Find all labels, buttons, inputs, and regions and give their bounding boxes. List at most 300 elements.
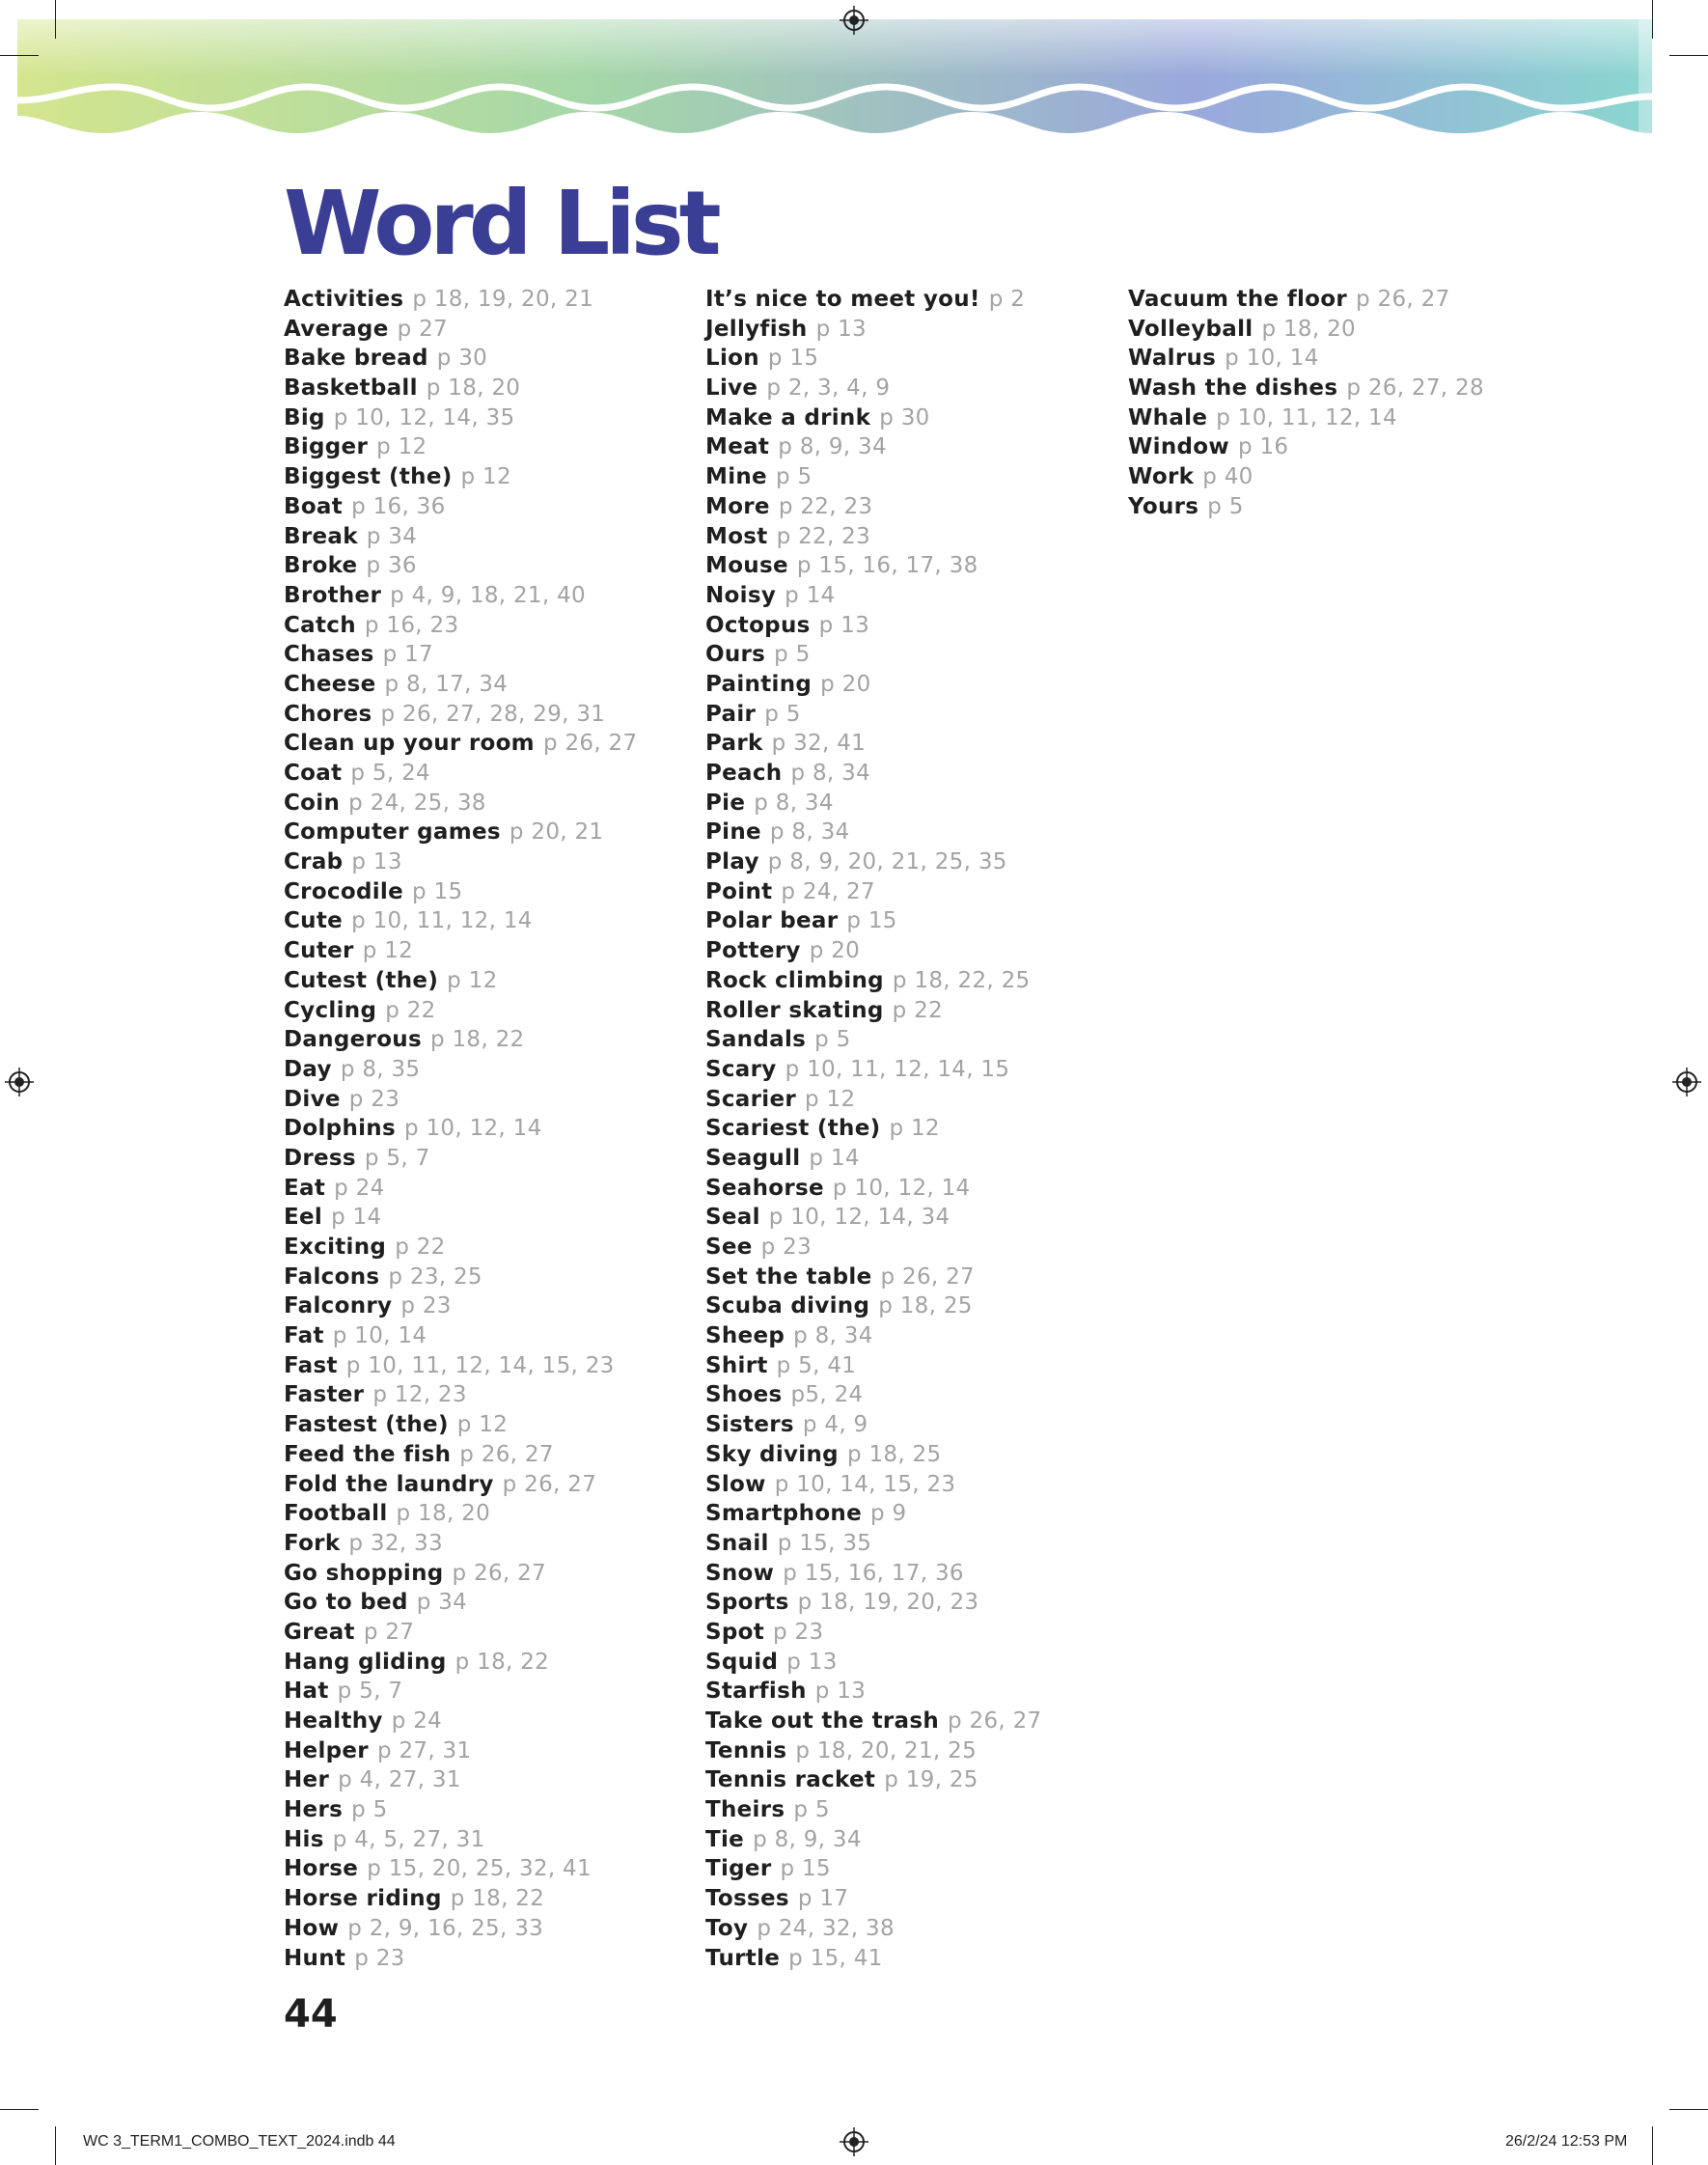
word-list-column-1 xyxy=(284,285,699,1973)
entry-pages: p 40 xyxy=(1202,464,1253,490)
word-entry xyxy=(284,729,699,759)
word-entry xyxy=(284,1203,699,1233)
entry-word: It’s nice to meet you! xyxy=(705,287,980,312)
entry-pages: p 30 xyxy=(436,346,488,372)
word-entry xyxy=(284,1470,699,1500)
word-entry xyxy=(284,611,699,641)
word-entry xyxy=(705,1854,1120,1884)
word-entry xyxy=(705,996,1120,1026)
crop-mark xyxy=(0,55,39,56)
entry-pages: p 8, 9, 20, 21, 25, 35 xyxy=(767,849,1007,875)
entry-word: Whale xyxy=(1128,404,1208,430)
page-title: Word List xyxy=(284,172,717,275)
entry-word: Ours xyxy=(705,642,766,668)
entry-pages: p 26, 27 xyxy=(502,1471,597,1497)
word-entry xyxy=(705,1707,1120,1736)
entry-pages: p 13 xyxy=(818,612,870,638)
word-entry xyxy=(705,611,1120,641)
entry-word: Scary xyxy=(705,1056,777,1082)
entry-pages: p 4, 9 xyxy=(802,1412,868,1438)
word-entry xyxy=(284,759,699,789)
word-entry xyxy=(284,1351,699,1381)
entry-word: Feed the fish xyxy=(284,1441,452,1467)
word-entry xyxy=(705,522,1120,552)
entry-word: Chores xyxy=(284,701,372,727)
entry-word: Take out the trash xyxy=(705,1708,940,1734)
entry-word: Go to bed xyxy=(284,1590,408,1616)
word-entry xyxy=(705,1648,1120,1678)
entry-pages: p 12 xyxy=(376,434,427,460)
entry-pages: p 24 xyxy=(334,1175,385,1201)
word-entry xyxy=(705,759,1120,789)
entry-word: Pie xyxy=(705,790,746,816)
entry-word: Mine xyxy=(705,464,767,490)
word-entry xyxy=(705,818,1120,847)
entry-pages: p 14 xyxy=(785,582,836,608)
word-entry xyxy=(1128,432,1543,462)
entry-word: Octopus xyxy=(705,612,811,638)
word-entry xyxy=(705,492,1120,522)
entry-pages: p 14 xyxy=(331,1205,382,1231)
entry-word: Dive xyxy=(284,1086,341,1112)
registration-mark-icon xyxy=(1672,1068,1701,1096)
word-entry xyxy=(705,1114,1120,1144)
entry-pages: p 8, 17, 34 xyxy=(384,671,509,697)
registration-mark-icon xyxy=(840,2127,868,2156)
entry-word: Tiger xyxy=(705,1856,772,1882)
entry-pages: p 24 xyxy=(391,1708,443,1734)
entry-pages: p 34 xyxy=(366,523,418,549)
entry-pages: p 27 xyxy=(397,316,448,342)
entry-word: Vacuum the floor xyxy=(1128,287,1348,312)
entry-pages: p 20 xyxy=(809,938,861,964)
entry-pages: p 4, 5, 27, 31 xyxy=(332,1826,485,1852)
entry-pages: p 26, 27 xyxy=(459,1441,554,1467)
entry-word: Yours xyxy=(1128,493,1199,519)
registration-mark-icon xyxy=(5,1068,34,1096)
crop-mark xyxy=(1669,55,1708,56)
entry-word: Make a drink xyxy=(705,404,871,430)
entry-pages: p 5 xyxy=(764,701,801,727)
entry-word: Noisy xyxy=(705,582,777,608)
word-entry xyxy=(705,1351,1120,1381)
entry-word: Sky diving xyxy=(705,1441,839,1467)
entry-word: Rock climbing xyxy=(705,967,884,993)
entry-word: Fork xyxy=(284,1530,341,1556)
entry-pages: p 22 xyxy=(395,1235,446,1260)
entry-pages: p 19, 25 xyxy=(884,1767,978,1793)
entry-pages: p 20, 21 xyxy=(509,819,604,846)
entry-word: Dress xyxy=(284,1145,356,1171)
word-entry xyxy=(284,1736,699,1766)
word-entry xyxy=(705,936,1120,966)
entry-word: Crab xyxy=(284,849,344,875)
crop-mark xyxy=(0,2109,39,2110)
entry-pages: p 10, 14, 15, 23 xyxy=(774,1471,956,1497)
entry-word: Squid xyxy=(705,1649,779,1675)
entry-word: Catch xyxy=(284,612,356,638)
entry-word: Theirs xyxy=(705,1797,785,1823)
word-entry xyxy=(705,789,1120,819)
entry-pages: p 4, 27, 31 xyxy=(338,1767,461,1793)
entry-word: Snow xyxy=(705,1560,775,1586)
word-entry xyxy=(1128,315,1543,345)
entry-word: Tie xyxy=(705,1826,745,1852)
word-entry xyxy=(284,1174,699,1204)
entry-pages: p 18, 20 xyxy=(426,375,521,402)
entry-pages: p 10, 11, 12, 14, 15 xyxy=(785,1056,1010,1082)
entry-word: Crocodile xyxy=(284,878,403,904)
word-entry xyxy=(705,374,1120,403)
word-entry xyxy=(705,1499,1120,1529)
word-entry xyxy=(705,1618,1120,1648)
entry-word: Hang gliding xyxy=(284,1649,447,1675)
print-slug-file: WC 3_TERM1_COMBO_TEXT_2024.indb 44 xyxy=(83,2133,396,2150)
entry-pages: p 12 xyxy=(362,938,414,964)
word-entry xyxy=(705,315,1120,345)
entry-word: Wash the dishes xyxy=(1128,375,1338,402)
word-entry xyxy=(284,344,699,374)
entry-pages: p 26, 27 xyxy=(880,1263,975,1290)
word-entry xyxy=(284,315,699,345)
entry-word: Pair xyxy=(705,701,757,727)
word-entry xyxy=(705,1529,1120,1559)
word-entry xyxy=(284,1025,699,1055)
entry-word: Computer games xyxy=(284,819,501,846)
entry-pages: p 26, 27 xyxy=(542,731,638,757)
entry-word: Tennis racket xyxy=(705,1767,876,1793)
entry-word: Great xyxy=(284,1619,355,1645)
word-entry xyxy=(705,285,1120,315)
entry-pages: p 22 xyxy=(385,997,436,1023)
entry-pages: p 8, 34 xyxy=(769,819,850,846)
entry-word: Work xyxy=(1128,464,1195,490)
entry-word: Mouse xyxy=(705,553,788,579)
entry-pages: p 14 xyxy=(809,1145,860,1171)
entry-word: Fat xyxy=(284,1323,324,1349)
entry-pages: p 10, 11, 12, 14 xyxy=(1216,404,1397,430)
word-entry xyxy=(705,1174,1120,1204)
word-entry xyxy=(284,1263,699,1292)
entry-word: Most xyxy=(705,523,768,549)
word-entry xyxy=(284,1559,699,1589)
entry-word: Her xyxy=(284,1767,330,1793)
entry-pages: p 18, 22 xyxy=(429,1027,525,1053)
word-entry xyxy=(705,1144,1120,1174)
entry-pages: p 13 xyxy=(814,1679,867,1705)
entry-word: Dangerous xyxy=(284,1027,422,1053)
entry-word: Seagull xyxy=(705,1145,801,1171)
word-entry xyxy=(284,403,699,433)
entry-word: Painting xyxy=(705,671,813,697)
word-entry xyxy=(284,1914,699,1944)
entry-pages: p 24, 27 xyxy=(781,878,875,904)
word-entry xyxy=(284,847,699,877)
entry-pages: p 10, 12, 14, 34 xyxy=(768,1205,950,1231)
crop-mark xyxy=(1652,0,1653,39)
entry-pages: p 10, 11, 12, 14, 15, 23 xyxy=(345,1352,615,1378)
word-list-column-3 xyxy=(1128,285,1543,522)
word-entry xyxy=(705,1233,1120,1263)
word-entry xyxy=(284,1795,699,1825)
entry-word: Lion xyxy=(705,346,759,372)
word-entry xyxy=(284,522,699,552)
word-entry xyxy=(284,551,699,581)
entry-pages: p 30 xyxy=(879,404,930,430)
entry-pages: p 12 xyxy=(447,967,498,993)
entry-word: See xyxy=(705,1235,753,1260)
entry-pages: p 16, 36 xyxy=(351,493,446,519)
entry-word: Starfish xyxy=(705,1679,807,1705)
entry-word: Seal xyxy=(705,1205,760,1231)
entry-word: Exciting xyxy=(284,1235,387,1260)
entry-pages: p 5 xyxy=(775,464,813,490)
word-entry xyxy=(284,640,699,670)
wavy-header-banner xyxy=(17,19,1652,145)
entry-pages: p 17 xyxy=(797,1886,849,1912)
word-entry xyxy=(284,818,699,847)
entry-word: Cycling xyxy=(284,997,377,1023)
entry-pages: p 5 xyxy=(793,1797,830,1823)
entry-word: Pottery xyxy=(705,938,801,964)
entry-pages: p 20 xyxy=(820,671,871,697)
word-entry xyxy=(284,789,699,819)
entry-pages: p 5 xyxy=(351,1797,388,1823)
entry-pages: p 5, 7 xyxy=(337,1679,403,1705)
entry-pages: p 2, 3, 4, 9 xyxy=(766,375,891,402)
entry-pages: p 16, 23 xyxy=(364,612,459,638)
entry-pages: p 5 xyxy=(774,642,811,668)
entry-pages: p 12, 23 xyxy=(372,1382,467,1408)
entry-word: Break xyxy=(284,523,358,549)
entry-pages: p 23 xyxy=(400,1293,452,1319)
entry-pages: p 5, 41 xyxy=(776,1352,857,1378)
word-entry xyxy=(284,1944,699,1974)
entry-pages: p 8, 34 xyxy=(790,761,871,786)
entry-pages: p 12 xyxy=(805,1086,856,1112)
word-entry xyxy=(284,1410,699,1440)
entry-word: Roller skating xyxy=(705,997,884,1023)
entry-word: Cute xyxy=(284,908,344,934)
word-entry xyxy=(284,1677,699,1707)
word-entry xyxy=(1128,462,1543,492)
word-entry xyxy=(284,1765,699,1795)
entry-pages: p 15, 20, 25, 32, 41 xyxy=(367,1856,592,1882)
entry-pages: p 15, 16, 17, 38 xyxy=(796,553,978,579)
word-entry xyxy=(284,581,699,611)
entry-pages: p 5 xyxy=(1207,493,1244,519)
entry-pages: p 26, 27 xyxy=(948,1708,1042,1734)
entry-pages: p 15, 41 xyxy=(788,1945,883,1971)
entry-pages: p5, 24 xyxy=(790,1382,864,1408)
word-entry xyxy=(705,670,1120,700)
entry-pages: p 13 xyxy=(351,849,402,875)
entry-pages: p 32, 41 xyxy=(771,731,867,757)
word-entry xyxy=(284,1233,699,1263)
entry-pages: p 18, 20 xyxy=(396,1501,490,1527)
word-entry xyxy=(705,1736,1120,1766)
word-entry xyxy=(705,847,1120,877)
word-entry xyxy=(705,462,1120,492)
word-entry xyxy=(284,877,699,907)
entry-pages: p 12 xyxy=(456,1412,509,1438)
word-entry xyxy=(705,1055,1120,1085)
entry-word: His xyxy=(284,1826,324,1852)
entry-word: Hers xyxy=(284,1797,344,1823)
entry-word: Coin xyxy=(284,790,341,816)
entry-pages: p 23, 25 xyxy=(388,1263,482,1290)
entry-word: Basketball xyxy=(284,375,418,402)
entry-word: Go shopping xyxy=(284,1560,444,1586)
word-entry xyxy=(705,1677,1120,1707)
entry-word: Bake bread xyxy=(284,346,428,372)
entry-word: Spot xyxy=(705,1619,765,1645)
word-entry xyxy=(284,285,699,315)
entry-pages: p 5, 24 xyxy=(350,761,430,786)
word-entry xyxy=(284,1085,699,1115)
entry-word: Sisters xyxy=(705,1412,794,1438)
word-entry xyxy=(705,581,1120,611)
word-entry xyxy=(705,551,1120,581)
entry-word: Broke xyxy=(284,553,358,579)
entry-pages: p 27 xyxy=(363,1619,415,1645)
entry-word: Scuba diving xyxy=(705,1293,870,1319)
word-entry xyxy=(705,1588,1120,1618)
entry-pages: p 15 xyxy=(846,908,897,934)
word-entry xyxy=(705,1825,1120,1855)
word-entry xyxy=(284,1499,699,1529)
word-entry xyxy=(1128,374,1543,403)
entry-pages: p 23 xyxy=(348,1086,400,1112)
entry-word: Shirt xyxy=(705,1352,768,1378)
entry-word: Seahorse xyxy=(705,1175,824,1201)
entry-pages: p 12 xyxy=(889,1116,940,1142)
entry-word: Toy xyxy=(705,1915,749,1941)
entry-word: Walrus xyxy=(1128,346,1217,372)
entry-pages: p 13 xyxy=(815,316,867,342)
word-entry xyxy=(705,1914,1120,1944)
entry-word: Shoes xyxy=(705,1382,783,1408)
entry-word: Clean up your room xyxy=(284,731,535,757)
word-entry xyxy=(284,432,699,462)
entry-word: Sandals xyxy=(705,1027,807,1053)
crop-mark xyxy=(55,2126,56,2165)
word-entry xyxy=(705,1410,1120,1440)
entry-word: Cuter xyxy=(284,938,354,964)
entry-pages: p 22, 23 xyxy=(778,493,873,519)
entry-word: Falconry xyxy=(284,1293,393,1319)
entry-word: Day xyxy=(284,1056,332,1082)
entry-pages: p 5 xyxy=(814,1027,851,1053)
word-entry xyxy=(705,1440,1120,1470)
entry-pages: p 26, 27, 28 xyxy=(1346,375,1484,402)
word-entry xyxy=(705,344,1120,374)
crop-mark xyxy=(1669,2109,1708,2110)
word-list-column-2 xyxy=(705,285,1120,1973)
entry-pages: p 9 xyxy=(870,1501,907,1527)
entry-pages: p 10, 14 xyxy=(332,1323,427,1349)
word-entry xyxy=(1128,403,1543,433)
entry-word: Tosses xyxy=(705,1886,789,1912)
word-entry xyxy=(705,1291,1120,1321)
entry-pages: p 4, 9, 18, 21, 40 xyxy=(390,582,586,608)
entry-pages: p 22, 23 xyxy=(776,523,871,549)
word-entry xyxy=(284,1854,699,1884)
word-entry xyxy=(705,1559,1120,1589)
word-entry xyxy=(1128,285,1543,315)
word-entry xyxy=(705,1203,1120,1233)
word-entry xyxy=(705,403,1120,433)
print-slug-date: 26/2/24 12:53 PM xyxy=(1505,2133,1628,2150)
entry-pages: p 10, 12, 14 xyxy=(832,1175,971,1201)
entry-word: Cutest (the) xyxy=(284,967,439,993)
entry-word: Brother xyxy=(284,582,382,608)
word-entry xyxy=(284,1618,699,1648)
entry-word: Coat xyxy=(284,761,343,786)
entry-pages: p 18, 22 xyxy=(450,1886,545,1912)
word-entry xyxy=(284,492,699,522)
entry-pages: p 23 xyxy=(760,1235,813,1260)
entry-word: Fastest (the) xyxy=(284,1412,449,1438)
entry-pages: p 17 xyxy=(382,642,433,668)
crop-mark xyxy=(55,0,56,39)
entry-word: Average xyxy=(284,316,389,342)
entry-pages: p 16 xyxy=(1237,434,1289,460)
entry-word: Football xyxy=(284,1501,388,1527)
entry-word: Tennis xyxy=(705,1737,787,1763)
entry-word: Horse xyxy=(284,1856,359,1882)
entry-word: Hunt xyxy=(284,1945,346,1971)
entry-pages: p 12 xyxy=(460,464,511,490)
word-entry xyxy=(284,670,699,700)
entry-word: Chases xyxy=(284,642,374,668)
entry-pages: p 15, 16, 17, 36 xyxy=(783,1560,964,1586)
entry-word: Live xyxy=(705,375,758,402)
entry-pages: p 18, 25 xyxy=(878,1293,973,1319)
word-entry xyxy=(705,906,1120,936)
entry-pages: p 22 xyxy=(892,997,944,1023)
entry-pages: p 26, 27 xyxy=(1356,287,1450,312)
word-entry xyxy=(284,374,699,403)
entry-word: Eel xyxy=(284,1205,323,1231)
entry-word: Falcons xyxy=(284,1263,380,1290)
word-entry xyxy=(284,906,699,936)
word-entry xyxy=(284,1884,699,1914)
entry-pages: p 15 xyxy=(780,1856,831,1882)
entry-pages: p 5, 7 xyxy=(364,1145,430,1171)
entry-word: Healthy xyxy=(284,1708,383,1734)
entry-word: Smartphone xyxy=(705,1501,863,1527)
entry-pages: p 15, 35 xyxy=(777,1530,872,1556)
word-entry xyxy=(284,1055,699,1085)
entry-pages: p 10, 12, 14 xyxy=(403,1116,542,1142)
word-entry xyxy=(1128,344,1543,374)
word-entry xyxy=(705,1884,1120,1914)
entry-pages: p 36 xyxy=(366,553,417,579)
entry-word: How xyxy=(284,1915,340,1941)
entry-pages: p 2 xyxy=(988,287,1026,312)
word-entry xyxy=(705,729,1120,759)
entry-pages: p 8, 9, 34 xyxy=(753,1826,862,1852)
entry-word: Boat xyxy=(284,493,344,519)
entry-pages: p 18, 22 xyxy=(455,1649,550,1675)
word-entry xyxy=(284,1291,699,1321)
entry-word: Faster xyxy=(284,1382,365,1408)
entry-word: Helper xyxy=(284,1737,369,1763)
entry-word: Polar bear xyxy=(705,908,839,934)
entry-pages: p 32, 33 xyxy=(348,1530,443,1556)
word-entry xyxy=(284,1380,699,1410)
